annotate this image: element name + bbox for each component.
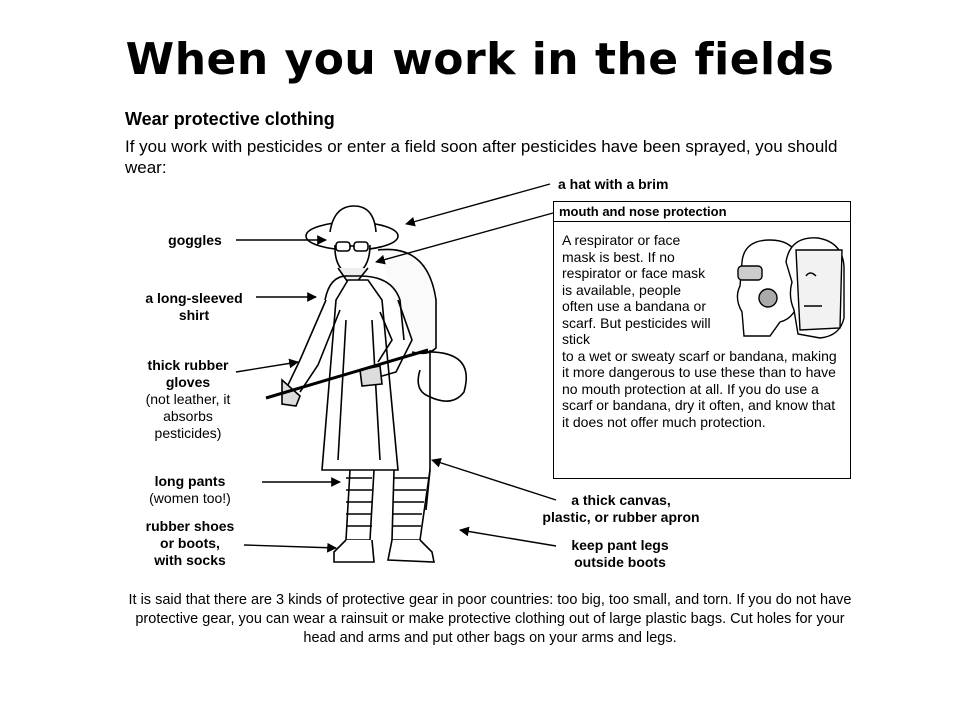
- slide-title: When you work in the fields: [125, 34, 835, 85]
- intro-text: If you work with pesticides or enter a field soon after pesticides have been sprayed, you should wear:: [125, 137, 838, 177]
- box-text-wide: to a wet or sweaty scarf or bandana, making it more dangerous to use these than to have no mouth protection at all. If you do use a scarf or bandana, dry it often, and know that it does not offer much protection.: [562, 347, 837, 430]
- mouth-nose-protection-box: [553, 201, 851, 479]
- footer-note: It is said that there are 3 kinds of protective gear in poor countries: too big, too small, and torn. If you do not have protective gear, you can wear a rainsuit or make protective clothing out of large plastic bags. Cut holes for your head and arms and put other bags on your arms and legs.: [128, 592, 852, 646]
- label-rubber-shoes: rubber shoes or boots, with socks: [145, 518, 235, 568]
- section-heading: Wear protective clothing: [125, 109, 335, 129]
- label-pant-legs: keep pant legs outside boots: [571, 537, 669, 570]
- box-header: mouth and nose protection: [554, 202, 850, 222]
- label-long-pants: long pants (women too!): [149, 473, 231, 506]
- label-apron: a thick canvas, plastic, or rubber apron: [542, 492, 700, 525]
- label-rubber-gloves: thick rubber gloves (not leather, it absorbs pesticides): [145, 357, 231, 441]
- label-long-sleeved-shirt: a long-sleeved shirt: [145, 290, 243, 323]
- worker-figure: [266, 206, 466, 562]
- label-hat-with-brim: a hat with a brim: [558, 176, 669, 192]
- box-text-narrow: A respirator or face mask is best. If no respirator or face mask is available, people often use a bandana or scarf. But pesticides will stick: [562, 232, 711, 347]
- label-goggles: goggles: [168, 232, 222, 248]
- box-text: [562, 232, 846, 430]
